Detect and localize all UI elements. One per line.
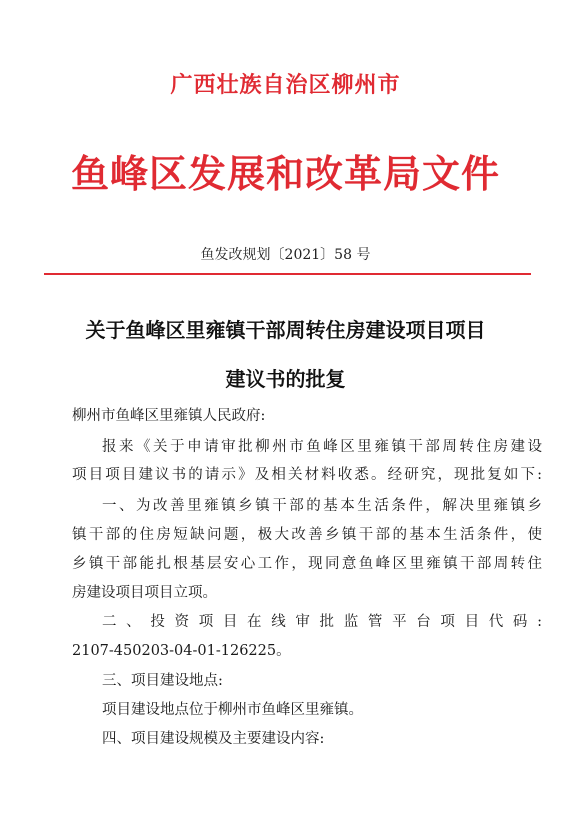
- header-region: 广西壮族自治区柳州市: [170, 72, 401, 98]
- body-line: 项目建设地点位于柳州市鱼峰区里雍镇。: [102, 702, 363, 718]
- body-line: 镇干部的住房短缺问题，极大改善乡镇干部的基本生活条件，使: [72, 527, 542, 543]
- body-line: 二、投资项目在线审批监管平台项目代码:: [102, 614, 542, 630]
- project-code: 2107-450203-04-01-126225。: [72, 643, 291, 659]
- body-line: 项目项目建议书的请示》及相关材料收悉。经研究，现批复如下:: [72, 467, 542, 483]
- document-title-line-2: 建议书的批复: [225, 367, 346, 391]
- document-number: 鱼发改规划〔2021〕58 号: [200, 247, 371, 263]
- body-line: 一、为改善里雍镇乡镇干部的基本生活条件，解决里雍镇乡: [102, 498, 542, 514]
- red-divider-line: [44, 273, 531, 275]
- document-title-line-1: 关于鱼峰区里雍镇干部周转住房建设项目项目: [85, 318, 486, 342]
- body-line: 报来《关于申请审批柳州市鱼峰区里雍镇干部周转住房建设: [102, 439, 542, 455]
- addressee: 柳州市鱼峰区里雍镇人民政府:: [72, 408, 266, 424]
- header-agency-title: 鱼峰区发展和改革局文件: [70, 151, 500, 196]
- body-line: 乡镇干部能扎根基层安心工作，现同意鱼峰区里雍镇干部周转住: [72, 556, 542, 572]
- section-heading: 三、项目建设地点:: [102, 673, 223, 689]
- body-line: 房建设项目项目立项。: [72, 585, 217, 601]
- section-heading: 四、项目建设规模及主要建设内容:: [102, 731, 325, 747]
